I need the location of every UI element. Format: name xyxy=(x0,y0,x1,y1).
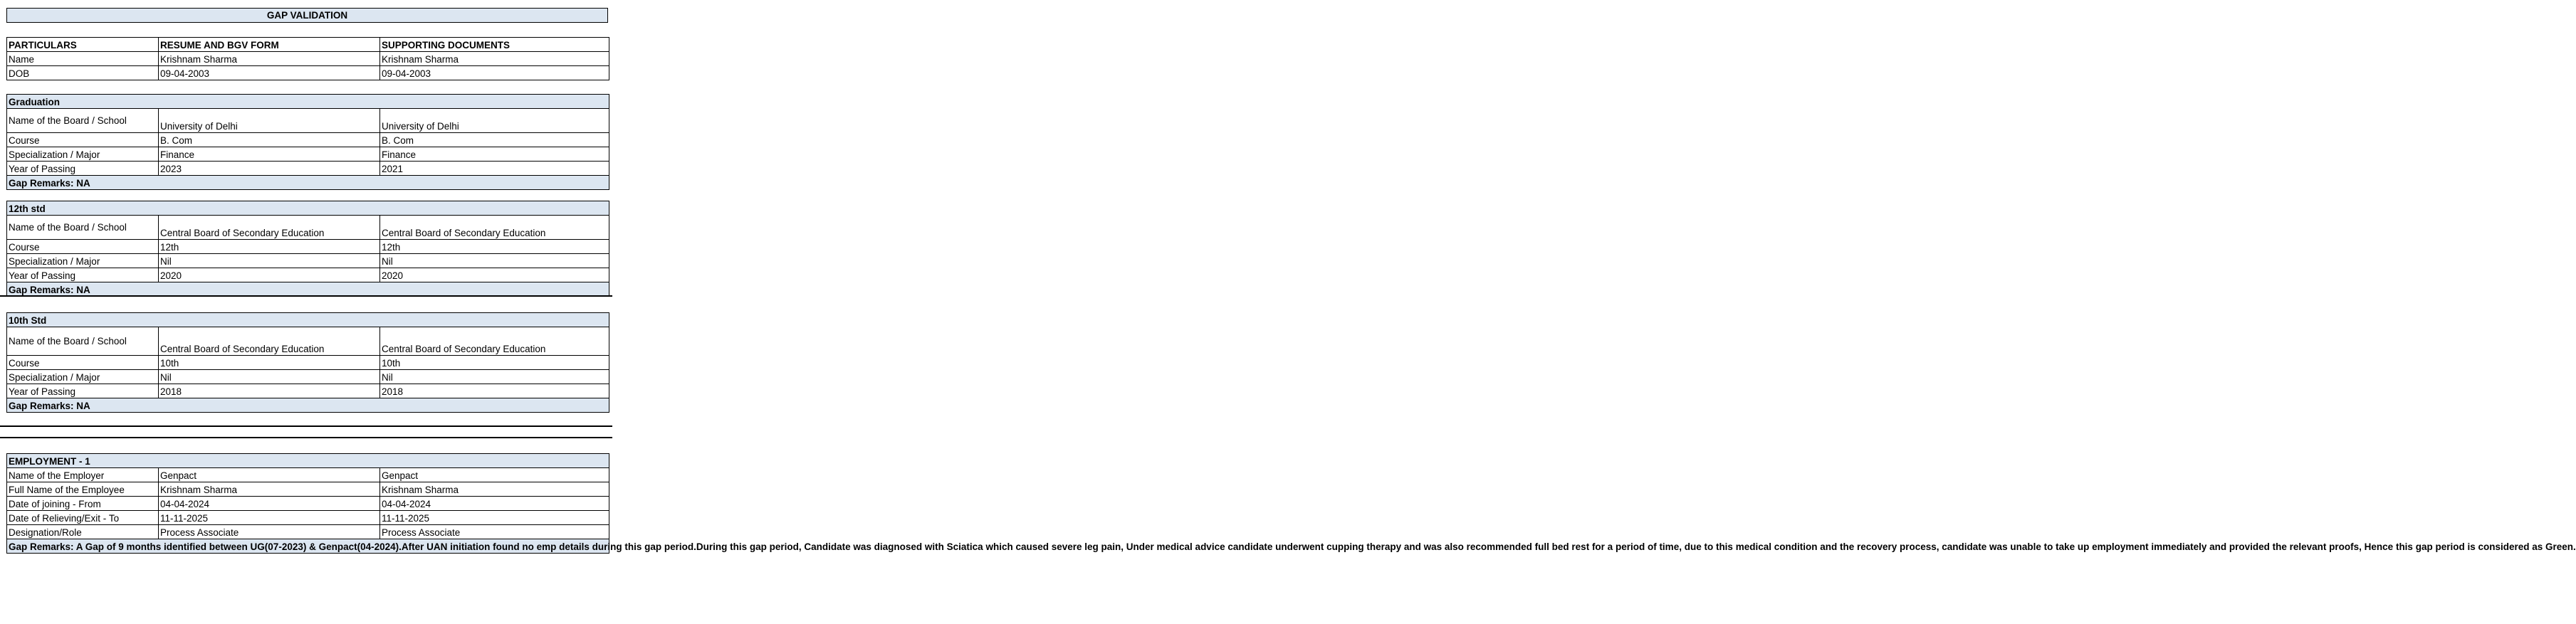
row-label: Year of Passing xyxy=(7,162,159,176)
table-row xyxy=(7,497,609,511)
table-row xyxy=(7,52,609,66)
docs-value: 04-04-2024 xyxy=(380,497,609,511)
section-heading: 10th Std xyxy=(7,313,609,327)
table-row xyxy=(7,162,609,176)
col-header-documents: SUPPORTING DOCUMENTS xyxy=(380,38,609,52)
docs-value: University of Delhi xyxy=(380,109,609,133)
table-row xyxy=(7,66,609,80)
resume-value: 09-04-2003 xyxy=(159,66,380,80)
docs-value: 2020 xyxy=(380,268,609,282)
resume-value: Genpact xyxy=(159,468,380,482)
row-label: Year of Passing xyxy=(7,384,159,398)
table-row xyxy=(7,525,609,539)
docs-value: Central Board of Secondary Education xyxy=(380,327,609,356)
tenth-table xyxy=(6,312,609,413)
table-row xyxy=(7,384,609,398)
resume-value: 2023 xyxy=(159,162,380,176)
table-row xyxy=(7,216,609,240)
graduation-table xyxy=(6,94,609,190)
employment-gap-remarks: Gap Remarks: A Gap of 9 months identified between UG(07-2023) & Genpact(04-2024).After UAN initiation found no emp details during this gap period.During this gap period, Candidate was diagnosed with Sciatica which caused severe leg pain, Under medical advice candidate underwent cupping therapy and was also recommended full bed rest for a period of time, due to this medical condition and the recovery process, candidate was unable to take up employment immediately and provided the relevant proofs, Hence this gap period is considered as Green. xyxy=(7,539,609,554)
docs-value: 12th xyxy=(380,240,609,254)
resume-value: 12th xyxy=(159,240,380,254)
table-row xyxy=(7,147,609,162)
docs-value: 10th xyxy=(380,356,609,370)
resume-value: Nil xyxy=(159,370,380,384)
resume-value: Central Board of Secondary Education xyxy=(159,216,380,240)
twelfth-table xyxy=(6,201,609,297)
docs-value: Nil xyxy=(380,254,609,268)
docs-value: 2018 xyxy=(380,384,609,398)
resume-value: Central Board of Secondary Education xyxy=(159,327,380,356)
resume-value: B. Com xyxy=(159,133,380,147)
docs-value: Krishnam Sharma xyxy=(380,52,609,66)
particulars-table xyxy=(6,37,609,80)
docs-value: Finance xyxy=(380,147,609,162)
section-divider xyxy=(0,437,612,438)
section-heading: EMPLOYMENT - 1 xyxy=(7,454,609,468)
table-row xyxy=(7,133,609,147)
row-label: Course xyxy=(7,356,159,370)
table-row xyxy=(7,254,609,268)
resume-value: 04-04-2024 xyxy=(159,497,380,511)
docs-value: Genpact xyxy=(380,468,609,482)
section-heading: 12th std xyxy=(7,201,609,216)
resume-value: Finance xyxy=(159,147,380,162)
table-row xyxy=(7,240,609,254)
docs-value: Central Board of Secondary Education xyxy=(380,216,609,240)
section-divider xyxy=(0,295,612,297)
row-label: Full Name of the Employee xyxy=(7,482,159,497)
resume-value: 2020 xyxy=(159,268,380,282)
section-divider xyxy=(0,425,612,427)
table-row xyxy=(7,511,609,525)
row-label: Name of the Board / School xyxy=(7,327,159,356)
page-title: GAP VALIDATION xyxy=(6,8,608,23)
gap-remarks: Gap Remarks: NA xyxy=(7,282,609,297)
resume-value: Process Associate xyxy=(159,525,380,539)
resume-value: 2018 xyxy=(159,384,380,398)
row-label: Date of joining - From xyxy=(7,497,159,511)
table-row xyxy=(7,370,609,384)
row-label: Course xyxy=(7,133,159,147)
row-label: Date of Relieving/Exit - To xyxy=(7,511,159,525)
docs-value: Krishnam Sharma xyxy=(380,482,609,497)
row-label: Specialization / Major xyxy=(7,370,159,384)
row-label: Designation/Role xyxy=(7,525,159,539)
table-row xyxy=(7,482,609,497)
row-label: Specialization / Major xyxy=(7,254,159,268)
row-label: Year of Passing xyxy=(7,268,159,282)
row-label: Name of the Board / School xyxy=(7,109,159,133)
resume-value: Krishnam Sharma xyxy=(159,482,380,497)
docs-value: 09-04-2003 xyxy=(380,66,609,80)
table-row xyxy=(7,356,609,370)
resume-value: University of Delhi xyxy=(159,109,380,133)
row-label: Name of the Board / School xyxy=(7,216,159,240)
docs-value: Nil xyxy=(380,370,609,384)
row-label: DOB xyxy=(7,66,159,80)
row-label: Name xyxy=(7,52,159,66)
section-heading: Graduation xyxy=(7,95,609,109)
row-label: Name of the Employer xyxy=(7,468,159,482)
row-label: Specialization / Major xyxy=(7,147,159,162)
docs-value: 11-11-2025 xyxy=(380,511,609,525)
docs-value: Process Associate xyxy=(380,525,609,539)
resume-value: Nil xyxy=(159,254,380,268)
table-row xyxy=(7,468,609,482)
gap-remarks: Gap Remarks: NA xyxy=(7,398,609,413)
resume-value: 10th xyxy=(159,356,380,370)
col-header-particulars: PARTICULARS xyxy=(7,38,159,52)
employment-table xyxy=(6,453,2576,554)
table-row xyxy=(7,268,609,282)
resume-value: 11-11-2025 xyxy=(159,511,380,525)
table-header-row xyxy=(7,38,609,52)
row-label: Course xyxy=(7,240,159,254)
table-row xyxy=(7,327,609,356)
docs-value: B. Com xyxy=(380,133,609,147)
col-header-resume: RESUME AND BGV FORM xyxy=(159,38,380,52)
gap-remarks: Gap Remarks: NA xyxy=(7,176,609,190)
resume-value: Krishnam Sharma xyxy=(159,52,380,66)
table-row xyxy=(7,109,609,133)
docs-value: 2021 xyxy=(380,162,609,176)
